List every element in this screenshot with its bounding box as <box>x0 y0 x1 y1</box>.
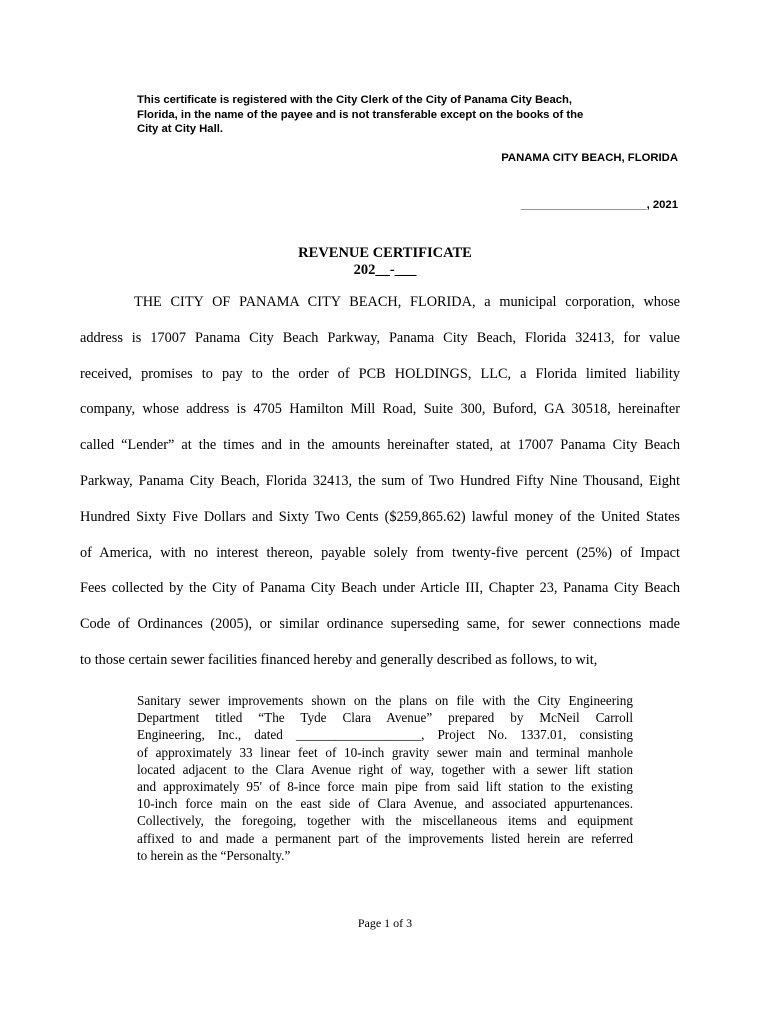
title-heading: REVENUE CERTIFICATE <box>298 245 472 261</box>
improvements-description <box>137 692 633 864</box>
notice-line: City at City Hall. <box>137 123 224 135</box>
body-line: Hundred Sixty Five Dollars and Sixty Two Cents ($259,865.62) lawful money of the United States <box>80 508 680 525</box>
body-line: Code of Ordinances (2005), or similar ordinance superseding same, for sewer connections made <box>80 616 680 633</box>
certificate-number: 202__-___ <box>353 262 417 278</box>
body-line: received, promises to pay to the order of PCB HOLDINGS, LLC, a Florida limited liability <box>80 365 680 382</box>
notice-line: This certificate is registered with the City Clerk of the City of Panama City Beach, <box>137 94 573 106</box>
body-line: of America, with no interest thereon, payable solely from twenty-five percent (25%) of Impact <box>80 544 680 561</box>
body-line: address is 17007 Panama City Beach Parkway, Panama City Beach, Florida 32413, for value <box>80 329 680 346</box>
body-line: Parkway, Panama City Beach, Florida 32413, the sum of Two Hundred Fifty Nine Thousand, Eight <box>80 472 680 489</box>
body-line: to those certain sewer facilities financed hereby and generally described as follows, to wit, <box>80 651 598 668</box>
description-line: 10-inch force main on the east side of Clara Avenue, and associated appurtenances. <box>137 796 633 812</box>
description-line: and approximately 95' of 8-ince force main pipe from said lift station to the existing <box>137 778 633 794</box>
certificate-title <box>0 245 770 279</box>
description-line: Collectively, the foregoing, together with the miscellaneous items and equipment <box>137 813 633 829</box>
description-line: of approximately 33 linear feet of 10-inch gravity sewer main and terminal manhole <box>137 744 633 760</box>
description-line: Sanitary sewer improvements shown on the plans on file with the City Engineering <box>137 693 633 708</box>
description-line: affixed to and made a permanent part of the improvements listed herein are referred <box>137 830 633 846</box>
date-line: ____________________, 2021 <box>520 199 678 211</box>
body-line: THE CITY OF PANAMA CITY BEACH, FLORIDA, a municipal corporation, whose <box>134 294 680 310</box>
page-number: Page 1 of 3 <box>357 916 413 930</box>
body-line: Fees collected by the City of Panama City Beach under Article III, Chapter 23, Panama City Beach <box>80 580 680 597</box>
body-paragraph <box>80 290 680 684</box>
body-line: called “Lender” at the times and in the amounts hereinafter stated, at 17007 Panama City Beach <box>80 437 680 454</box>
registration-notice <box>137 93 657 137</box>
description-line: located adjacent to the Clara Avenue right of way, together with a sewer lift station <box>137 761 633 777</box>
description-line: to herein as the “Personalty.” <box>137 847 291 863</box>
description-line: Department titled “The Tyde Clara Avenue” prepared by McNeil Carroll <box>137 710 633 726</box>
body-line: company, whose address is 4705 Hamilton Mill Road, Suite 300, Buford, GA 30518, hereinafter <box>80 401 680 418</box>
location-heading: PANAMA CITY BEACH, FLORIDA <box>501 152 678 164</box>
description-line: Engineering, Inc., dated ___________________, Project No. 1337.01, consisting <box>137 727 633 743</box>
notice-line: Florida, in the name of the payee and is not transferable except on the books of the <box>137 108 584 121</box>
